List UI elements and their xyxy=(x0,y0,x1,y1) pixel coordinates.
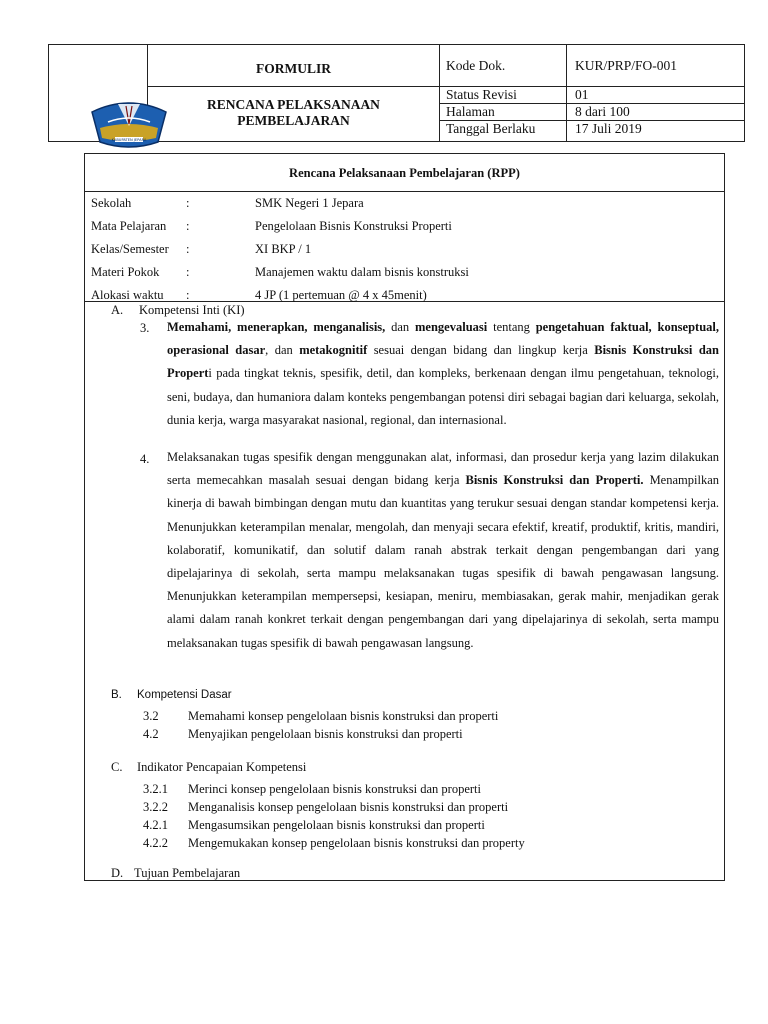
rpp-title: Rencana Pelaksanaan Pembelajaran (RPP) xyxy=(289,166,520,180)
ki3-text xyxy=(167,316,719,432)
text-run: , dan xyxy=(265,343,300,358)
identity-label-sekolah: Sekolah xyxy=(91,196,132,210)
meta-value-kode: KUR/PRP/FO-001 xyxy=(575,58,678,73)
identity-value-materi: Manajemen waktu dalam bisnis konstruksi xyxy=(255,265,469,279)
bold-run: Memahami, menerapkan, menganalisis, xyxy=(167,320,386,334)
text-run: tentang xyxy=(487,320,536,334)
indicator-number: 4.2.2 xyxy=(143,836,168,850)
section-a-letter: A. xyxy=(111,303,124,317)
meta-value-halaman: 8 dari 100 xyxy=(575,104,630,119)
svg-text:KABUPATEN JEPARA: KABUPATEN JEPARA xyxy=(111,138,147,143)
text-run: Melaksanakan tugas spesifik dengan menggunakan alat, informasi, dan prosedur kerja yang lazim dilakukan serta memecahkan masalah sesuai dengan bidang kerja xyxy=(167,450,719,488)
identity-colon: : xyxy=(186,288,190,302)
section-b-title: Kompetensi Dasar xyxy=(137,689,232,701)
text-run: dan xyxy=(385,320,416,334)
identity-value-sekolah: SMK Negeri 1 Jepara xyxy=(255,196,364,210)
indicator-number: 3.2.2 xyxy=(143,800,168,814)
bold-run: mengevaluasi xyxy=(415,320,488,334)
indicator-text: Mengasumsikan pengelolaan bisnis konstruksi dan properti xyxy=(188,818,485,832)
indicator-number: 3.2.1 xyxy=(143,782,168,796)
text-run: Menampilkan kinerja di bawah bimbingan dengan mutu dan kuantitas yang terukur sesuai dengan standar kompetensi kerja. Menunjukkan keterampilan menalar, mengolah, dan menyaji secara efektif, kreatif, produktif, kritis, mandiri, kolaboratif, komunikatif, dan solutif dalam ranah abstrak terkait dengan pengembangan dari yang dipelajarinya di sekolah, serta mampu melaksanakan tugas spesifik di bawah pengawasan langsung. Menunjukkan keterampilan mempersepsi, kesiapan, meniru, membiasakan, gerak mahir, menjadikan gerak alami dalam ranah konkret terkait dengan pengembangan dari yang dipelajarinya di sekolah, serta mampu melaksanakan tugas spesifik di bawah pengawasan langsung. xyxy=(167,473,719,650)
document-title xyxy=(148,97,439,129)
section-d-title: Tujuan Pembelajaran xyxy=(134,866,241,880)
identity-colon: : xyxy=(186,219,190,233)
text-run: sesuai dengan bidang dan lingkup kerja xyxy=(367,343,595,358)
section-c-letter: C. xyxy=(111,760,123,774)
kd-text: Memahami konsep pengelolaan bisnis konstruksi dan properti xyxy=(188,709,499,723)
identity-label-materi: Materi Pokok xyxy=(91,265,160,279)
kd-text: Menyajikan pengelolaan bisnis konstruksi dan properti xyxy=(188,727,463,741)
meta-label-status: Status Revisi xyxy=(446,87,517,102)
identity-value-kelas: XI BKP / 1 xyxy=(255,242,312,256)
ki3-number: 3. xyxy=(140,321,150,335)
text-run: i pada tingkat teknis, spesifik, detil, dan kompleks, berkenaan dengan ilmu pengetahuan, teknologi, seni, budaya, dan humaniora dalam konteks pengembangan potensi diri sebagai bagian dari keluarga, sekolah, dunia kerja, warga masyarakat nasional, regional, dan internasional. xyxy=(167,366,719,427)
meta-value-status: 01 xyxy=(575,87,589,102)
document-title-line1: RENCANA PELAKSANAAN xyxy=(207,97,380,112)
ki4-text xyxy=(167,446,719,655)
indicator-text: Menganalisis konsep pengelolaan bisnis konstruksi dan properti xyxy=(188,800,509,814)
meta-label-tanggal: Tanggal Berlaku xyxy=(446,121,536,136)
identity-colon: : xyxy=(186,242,190,256)
bold-run: pengetahuan faktual, konseptual, operasional dasar xyxy=(167,320,719,358)
section-c-title: Indikator Pencapaian Kompetensi xyxy=(137,760,307,774)
indicator-number: 4.2.1 xyxy=(143,818,168,832)
document-title-line2: PEMBELAJARAN xyxy=(237,113,350,128)
section-b-letter: B. xyxy=(111,689,122,701)
bold-run: metakognitif xyxy=(299,343,368,358)
identity-colon: : xyxy=(186,265,190,279)
meta-label-halaman: Halaman xyxy=(446,104,495,119)
identity-value-alokasi: 4 JP (1 pertemuan @ 4 x 45menit) xyxy=(255,288,427,302)
bold-run: Bisnis Konstruksi dan Propert xyxy=(167,343,719,381)
identity-value-mapel: Pengelolaan Bisnis Konstruksi Properti xyxy=(255,219,452,233)
section-a-title: Kompetensi Inti (KI) xyxy=(139,303,245,317)
indicator-text: Merinci konsep pengelolaan bisnis konstruksi dan properti xyxy=(188,782,481,796)
kd-number: 4.2 xyxy=(143,727,159,741)
bold-run: Bisnis Konstruksi dan Properti. xyxy=(465,473,644,488)
kd-number: 3.2 xyxy=(143,709,159,723)
indicator-text: Mengemukakan konsep pengelolaan bisnis konstruksi dan property xyxy=(188,836,525,850)
section-d-letter: D. xyxy=(111,866,124,880)
meta-label-kode: Kode Dok. xyxy=(446,58,506,73)
form-label: FORMULIR xyxy=(256,61,331,76)
identity-label-alokasi: Alokasi waktu xyxy=(91,288,164,302)
identity-label-mapel: Mata Pelajaran xyxy=(91,219,167,233)
identity-label-kelas: Kelas/Semester xyxy=(91,242,169,256)
meta-value-tanggal: 17 Juli 2019 xyxy=(575,121,642,136)
identity-colon: : xyxy=(186,196,190,210)
ki4-number: 4. xyxy=(140,452,150,466)
